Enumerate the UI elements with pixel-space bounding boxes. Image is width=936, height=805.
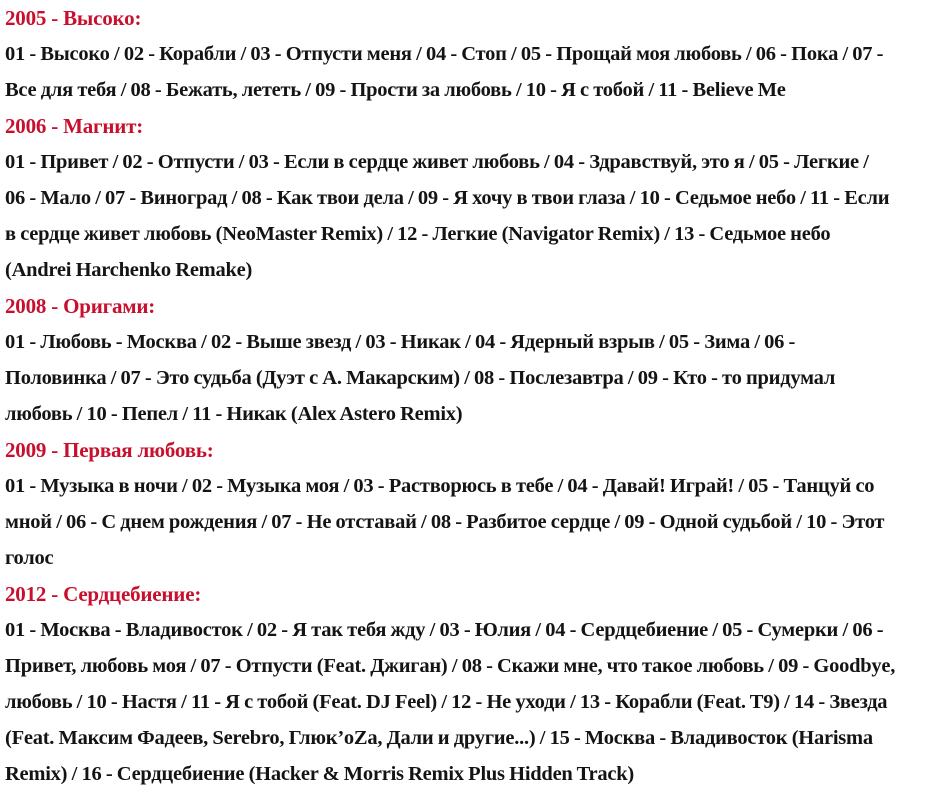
album-2006 [5,108,933,288]
tracklist [5,468,933,576]
tracklist-line: Все для тебя / 08 - Бежать, лететь / 09 - Прости за любовь / 10 - Я с тобой / 11 - Believe Me [5,79,786,101]
tracklist [5,612,933,792]
tracklist-line: мной / 06 - С днем рождения / 07 - Не отставай / 08 - Разбитое сердце / 09 - Одной судьбой / 10 - Этот [5,511,885,533]
tracklist [5,144,933,288]
tracklist-line: Remix) / 16 - Сердцебиение (Hacker & Morris Remix Plus Hidden Track) [5,763,634,785]
tracklist-line: в сердце живет любовь (NeoMaster Remix) / 12 - Легкие (Navigator Remix) / 13 - Седьмое небо [5,223,831,245]
tracklist-line: (Feat. Максим Фадеев, Serebro, Глюк’oZa, Дали и другие...) / 15 - Москва - Владивосток (Harisma [5,727,873,749]
tracklist-line: 01 - Высоко / 02 - Корабли / 03 - Отпусти меня / 04 - Стоп / 05 - Прощай моя любовь / 06 - Пока / 07 - [5,43,884,65]
tracklist-line: Привет, любовь моя / 07 - Отпусти (Feat. Джиган) / 08 - Скажи мне, что такое любовь / 09 - Goodbye, [5,655,896,677]
album-2009 [5,432,933,576]
tracklist-line: (Andrei Harchenko Remake) [5,259,253,281]
album-heading: 2006 - Магнит: [5,114,144,138]
album-heading: 2005 - Высоко: [5,6,142,30]
tracklist [5,36,933,108]
album-2012 [5,576,933,792]
album-heading: 2012 - Сердцебиение: [5,582,202,606]
discography [5,0,933,792]
album-2008 [5,288,933,432]
tracklist-line: любовь / 10 - Настя / 11 - Я с тобой (Feat. DJ Feel) / 12 - Не уходи / 13 - Корабли (Feat. T9) / 14 - Звезда [5,691,888,713]
album-heading: 2008 - Оригами: [5,294,156,318]
tracklist-line: 01 - Любовь - Москва / 02 - Выше звезд / 03 - Никак / 04 - Ядерный взрыв / 05 - Зима / 06 - [5,331,796,353]
tracklist-line: Половинка / 07 - Это судьба (Дуэт с А. Макарским) / 08 - Послезавтра / 09 - Кто - то придумал [5,367,836,389]
album-2005 [5,0,933,108]
tracklist-line: 06 - Мало / 07 - Виноград / 08 - Как твои дела / 09 - Я хочу в твои глаза / 10 - Седьмое небо / 11 - Если [5,187,890,209]
tracklist-line: голос [5,547,54,569]
album-heading: 2009 - Первая любовь: [5,438,214,462]
tracklist-line: любовь / 10 - Пепел / 11 - Никак (Alex Astero Remix) [5,403,463,425]
tracklist-line: 01 - Привет / 02 - Отпусти / 03 - Если в сердце живет любовь / 04 - Здравствуй, это я / 05 - Легкие / [5,151,869,173]
tracklist-line: 01 - Москва - Владивосток / 02 - Я так тебя жду / 03 - Юлия / 04 - Сердцебиение / 05 - Сумерки / 06 - [5,619,884,641]
tracklist [5,324,933,432]
tracklist-line: 01 - Музыка в ночи / 02 - Музыка моя / 03 - Растворюсь в тебе / 04 - Давай! Играй! / 05 - Танцуй со [5,475,875,497]
